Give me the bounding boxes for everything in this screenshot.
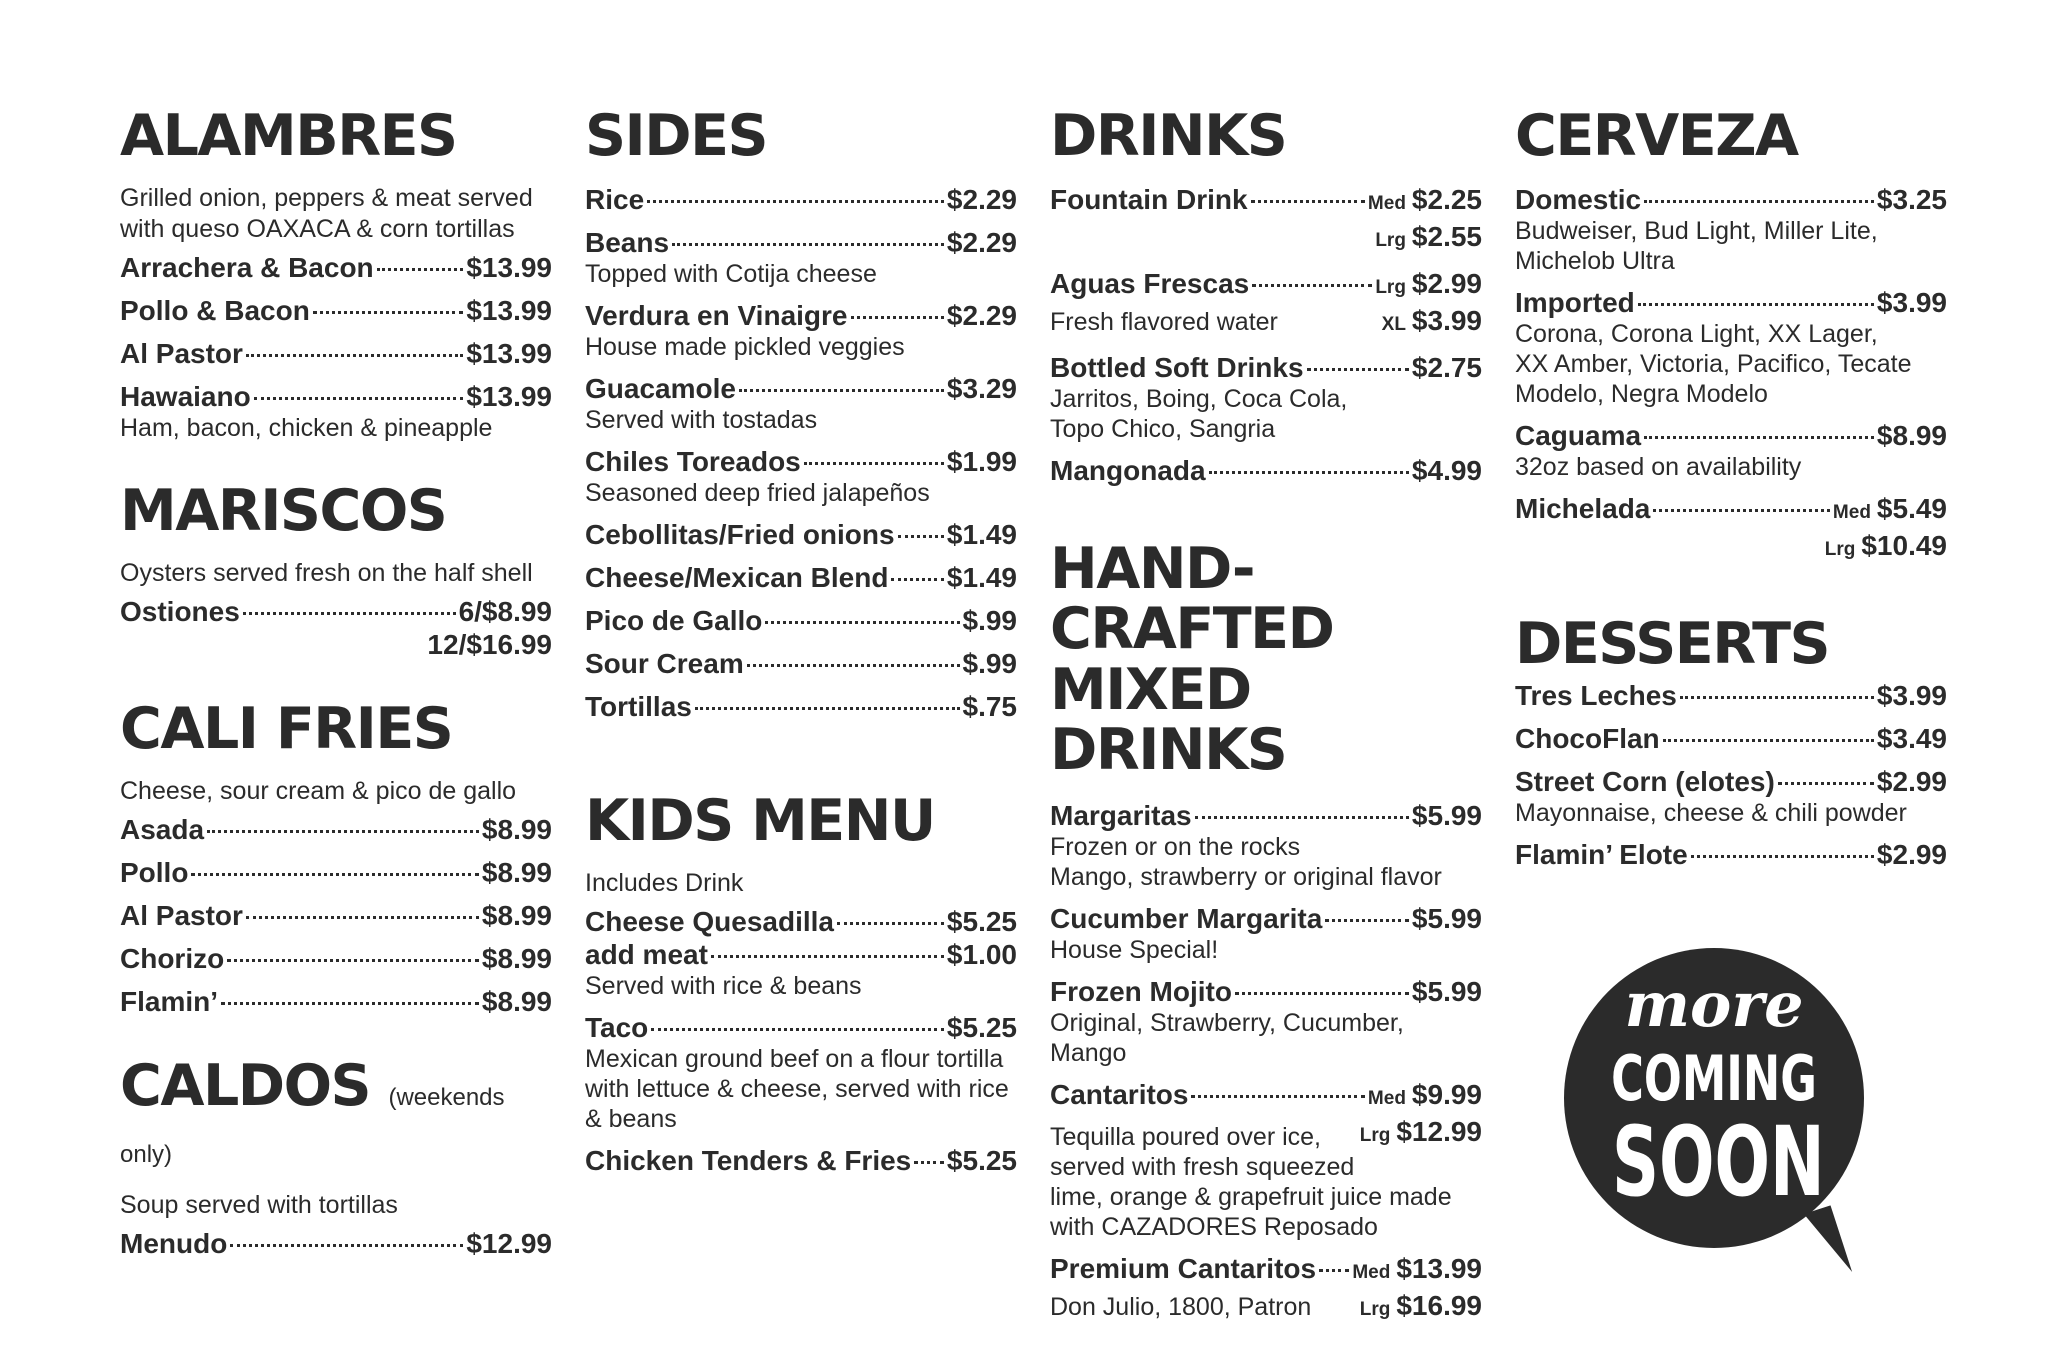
item-name: Margaritas bbox=[1050, 799, 1192, 831]
size-label: XL bbox=[1381, 314, 1406, 335]
size-label: Med bbox=[1352, 1261, 1391, 1283]
size-label: Med bbox=[1832, 502, 1871, 523]
item-name: Aguas Frescas bbox=[1050, 268, 1250, 299]
item-price: $5.99 bbox=[1411, 975, 1482, 1007]
dot-leader bbox=[804, 462, 944, 465]
menu-item bbox=[120, 294, 552, 327]
item-name: Cucumber Margarita bbox=[1050, 902, 1323, 934]
item-name: add meat bbox=[585, 939, 708, 970]
dot-leader bbox=[191, 873, 478, 876]
size-label: Lrg bbox=[1375, 230, 1406, 251]
item-price: $3.49 bbox=[1876, 723, 1947, 754]
menu-item bbox=[585, 604, 1017, 637]
item-description: Tequilla poured over ice, served with fresh squeezed lime, orange & grapefruit juice made with CAZADORES Reposado bbox=[1050, 1122, 1452, 1241]
menu-item bbox=[1050, 267, 1482, 341]
item-price: $13.99 bbox=[466, 338, 552, 369]
item-price: $1.00 bbox=[946, 939, 1017, 970]
menu-item bbox=[585, 561, 1017, 594]
menu-item bbox=[1515, 838, 1947, 871]
dot-leader bbox=[651, 1028, 944, 1031]
item-description: Fresh flavored water bbox=[1050, 308, 1278, 336]
more-coming-soon-badge bbox=[1564, 948, 1864, 1248]
item-description: Frozen or on the rocks Mango, strawberry or original flavor bbox=[1050, 832, 1442, 891]
column-3 bbox=[1050, 103, 1482, 1366]
item-description: House Special! bbox=[1050, 935, 1219, 964]
menu-item bbox=[1515, 419, 1947, 482]
dot-leader bbox=[1644, 436, 1874, 439]
menu-item bbox=[1515, 679, 1947, 712]
menu-item bbox=[585, 518, 1017, 551]
item-name: Fountain Drink bbox=[1050, 184, 1248, 215]
item-price: $3.99 bbox=[1876, 680, 1947, 711]
item-description: Jarritos, Boing, Coca Cola, Topo Chico, Sangria bbox=[1050, 385, 1348, 443]
menu-item bbox=[585, 226, 1017, 289]
section-sides bbox=[585, 103, 1017, 723]
menu-item bbox=[585, 183, 1017, 216]
section-description: Includes Drink bbox=[585, 869, 744, 897]
item-name: Pico de Gallo bbox=[585, 605, 763, 636]
section-title: CALDOS (weekends only) bbox=[120, 1053, 505, 1168]
dot-leader bbox=[747, 664, 960, 667]
dot-leader bbox=[898, 535, 944, 538]
item-price: $13.99 bbox=[466, 252, 552, 283]
section-title: MARISCOS bbox=[120, 478, 447, 544]
dot-leader bbox=[313, 311, 464, 314]
menu-item bbox=[120, 813, 552, 846]
item-price: $12.99 bbox=[466, 1228, 552, 1259]
item-price: $.99 bbox=[962, 648, 1017, 679]
dot-leader bbox=[230, 1244, 463, 1247]
item-description: Corona, Corona Light, XX Lager, XX Amber, Victoria, Pacifico, Tecate Modelo, Negra Modelo bbox=[1515, 320, 1912, 408]
section-title: KIDS MENU bbox=[585, 788, 935, 854]
dot-leader bbox=[1235, 992, 1409, 995]
item-name: Cantaritos bbox=[1050, 1078, 1189, 1110]
item-price: $5.25 bbox=[946, 1145, 1017, 1176]
item-name: Chorizo bbox=[120, 943, 225, 974]
menu-item bbox=[585, 1144, 1017, 1177]
menu-item bbox=[120, 251, 552, 284]
dot-leader bbox=[1209, 471, 1409, 474]
section-title: ALAMBRES bbox=[120, 103, 457, 169]
item-price: $5.99 bbox=[1411, 902, 1482, 934]
item-name: Menudo bbox=[120, 1228, 228, 1259]
menu-item bbox=[1050, 902, 1482, 965]
item-description: Served with tostadas bbox=[585, 406, 818, 434]
dot-leader bbox=[1195, 816, 1409, 819]
section-description: Grilled onion, peppers & meat served with queso OAXACA & corn tortillas bbox=[120, 184, 533, 243]
item-name: Al Pastor bbox=[120, 338, 243, 369]
item-price: $8.99 bbox=[481, 943, 552, 974]
item-price: $2.99 bbox=[1411, 268, 1482, 299]
dot-leader bbox=[1638, 303, 1874, 306]
dot-leader bbox=[1644, 200, 1874, 203]
size-label: Lrg bbox=[1359, 1298, 1391, 1320]
item-name: Cebollitas/Fried onions bbox=[585, 519, 895, 550]
item-description: House made pickled veggies bbox=[585, 333, 905, 361]
item-name: Tres Leches bbox=[1515, 680, 1677, 711]
item-price: $9.99 bbox=[1411, 1078, 1482, 1110]
item-description: Ham, bacon, chicken & pineapple bbox=[120, 414, 493, 442]
item-name: Guacamole bbox=[585, 373, 736, 404]
menu-item bbox=[585, 690, 1017, 723]
menu-item bbox=[585, 445, 1017, 508]
dot-leader bbox=[243, 612, 456, 615]
item-name: Hawaiano bbox=[120, 381, 251, 412]
dot-leader bbox=[207, 830, 479, 833]
item-price: $5.99 bbox=[1411, 799, 1482, 831]
item-name: Premium Cantaritos bbox=[1050, 1252, 1317, 1284]
item-description: Don Julio, 1800, Patron bbox=[1050, 1292, 1312, 1321]
menu-item bbox=[1050, 799, 1482, 892]
column-1 bbox=[120, 103, 552, 1300]
section-drinks bbox=[1050, 103, 1482, 487]
item-name: Pollo bbox=[120, 857, 189, 888]
item-price: $4.99 bbox=[1411, 455, 1482, 486]
menu-item bbox=[585, 299, 1017, 362]
item-price: $2.29 bbox=[946, 184, 1017, 215]
section-title: CERVEZA bbox=[1515, 103, 1798, 169]
item-price: $13.99 bbox=[1396, 1252, 1482, 1284]
item-name: Mangonada bbox=[1050, 455, 1206, 486]
menu-item bbox=[1050, 975, 1482, 1068]
item-price: $12.99 bbox=[1396, 1115, 1482, 1147]
menu-item bbox=[120, 595, 552, 661]
item-name: Domestic bbox=[1515, 184, 1642, 215]
section-caldos bbox=[120, 1053, 552, 1260]
item-price: $13.99 bbox=[466, 295, 552, 326]
column-2 bbox=[585, 103, 1017, 1217]
section-title: HAND-CRAFTED MIXED DRINKS bbox=[1050, 536, 1334, 784]
section-cerveza bbox=[1515, 103, 1947, 566]
item-price: $10.49 bbox=[1861, 530, 1947, 561]
menu-item bbox=[120, 337, 552, 370]
dot-leader bbox=[914, 1161, 944, 1164]
item-description: Topped with Cotija cheese bbox=[585, 260, 877, 288]
menu-item bbox=[120, 380, 552, 443]
item-price: $16.99 bbox=[1396, 1289, 1482, 1321]
dot-leader bbox=[377, 268, 464, 271]
dot-leader bbox=[891, 578, 943, 581]
item-price: $8.99 bbox=[1876, 420, 1947, 451]
menu-item bbox=[1515, 183, 1947, 276]
item-name: Chiles Toreados bbox=[585, 446, 801, 477]
dot-leader bbox=[851, 316, 944, 319]
menu-item bbox=[1050, 1252, 1482, 1326]
item-name: Verdura en Vinaigre bbox=[585, 300, 848, 331]
dot-leader bbox=[1191, 1095, 1364, 1098]
item-price: $3.99 bbox=[1411, 305, 1482, 336]
badge-line-soon: SOON bbox=[1612, 1106, 1825, 1218]
section-title: DRINKS bbox=[1050, 103, 1287, 169]
menu-item bbox=[120, 1227, 552, 1260]
item-price: $.99 bbox=[962, 605, 1017, 636]
menu-item bbox=[1515, 286, 1947, 409]
menu-item bbox=[1050, 454, 1482, 487]
item-price: $1.99 bbox=[946, 446, 1017, 477]
size-label: Lrg bbox=[1824, 539, 1856, 560]
item-description: Seasoned deep fried jalapeños bbox=[585, 479, 930, 507]
menu-item bbox=[120, 856, 552, 889]
dot-leader bbox=[254, 397, 464, 400]
item-price: $3.25 bbox=[1876, 184, 1947, 215]
menu-item bbox=[1050, 183, 1482, 257]
item-price: $5.25 bbox=[946, 1012, 1017, 1043]
dot-leader bbox=[1307, 368, 1409, 371]
item-price: $2.25 bbox=[1411, 184, 1482, 215]
dot-leader bbox=[1680, 696, 1874, 699]
item-price: $8.99 bbox=[481, 814, 552, 845]
section-mariscos bbox=[120, 478, 552, 661]
size-label: Lrg bbox=[1359, 1124, 1391, 1146]
item-name: Tortillas bbox=[585, 691, 692, 722]
item-price-large: 12/$16.99 bbox=[427, 629, 552, 660]
item-description: 32oz based on availability bbox=[1515, 453, 1802, 481]
item-price: $.75 bbox=[962, 691, 1017, 722]
item-name: Chicken Tenders & Fries bbox=[585, 1145, 912, 1176]
column-4 bbox=[1515, 103, 1947, 911]
item-price: $2.75 bbox=[1411, 352, 1482, 383]
badge-line-coming: COMING bbox=[1611, 1042, 1817, 1115]
dot-leader bbox=[765, 621, 959, 624]
item-name: Flamin’ bbox=[120, 986, 219, 1017]
menu-item bbox=[585, 905, 1017, 938]
item-price: $8.99 bbox=[481, 857, 552, 888]
menu-item bbox=[585, 938, 1017, 1001]
dot-leader bbox=[246, 354, 463, 357]
dot-leader bbox=[1653, 509, 1830, 512]
dot-leader bbox=[1778, 782, 1874, 785]
menu-item bbox=[1515, 765, 1947, 828]
section-description: Oysters served fresh on the half shell bbox=[120, 559, 533, 587]
dot-leader bbox=[695, 707, 960, 710]
section-alambres bbox=[120, 103, 552, 443]
item-name: Al Pastor bbox=[120, 900, 243, 931]
menu-item bbox=[1515, 722, 1947, 755]
item-price: $5.25 bbox=[946, 906, 1017, 937]
item-name: Asada bbox=[120, 814, 205, 845]
dot-leader bbox=[1325, 919, 1409, 922]
item-price: $13.99 bbox=[466, 381, 552, 412]
menu-item bbox=[120, 899, 552, 932]
dot-leader bbox=[1663, 739, 1874, 742]
item-description: Budweiser, Bud Light, Miller Lite, Michelob Ultra bbox=[1515, 217, 1878, 275]
item-name: Cheese/Mexican Blend bbox=[585, 562, 889, 593]
item-price: $2.99 bbox=[1876, 839, 1947, 870]
item-name: Rice bbox=[585, 184, 645, 215]
menu-item bbox=[585, 372, 1017, 435]
dot-leader bbox=[1251, 200, 1365, 203]
item-price: $8.99 bbox=[481, 986, 552, 1017]
dot-leader bbox=[837, 922, 944, 925]
item-name: Imported bbox=[1515, 287, 1635, 318]
section-title: DESSERTS bbox=[1515, 611, 1829, 677]
item-description: Mayonnaise, cheese & chili powder bbox=[1515, 799, 1907, 827]
menu-item bbox=[120, 942, 552, 975]
size-label: Med bbox=[1367, 193, 1406, 214]
dot-leader bbox=[1252, 284, 1372, 287]
item-price: $3.29 bbox=[946, 373, 1017, 404]
size-label: Lrg bbox=[1375, 277, 1406, 298]
item-name: Frozen Mojito bbox=[1050, 975, 1232, 1007]
item-name: Beans bbox=[585, 227, 670, 258]
item-name: Street Corn (elotes) bbox=[1515, 766, 1775, 797]
dot-leader bbox=[1319, 1269, 1349, 1272]
menu-item bbox=[585, 647, 1017, 680]
item-price: 6/$8.99 bbox=[458, 596, 552, 627]
item-name: Bottled Soft Drinks bbox=[1050, 352, 1304, 383]
menu-item bbox=[1515, 492, 1947, 566]
item-price: $8.99 bbox=[481, 900, 552, 931]
section-kids-menu bbox=[585, 788, 1017, 1177]
dot-leader bbox=[647, 200, 944, 203]
item-name: Sour Cream bbox=[585, 648, 744, 679]
section-desserts bbox=[1515, 611, 1947, 871]
section-title: SIDES bbox=[585, 103, 768, 169]
item-name: Arrachera & Bacon bbox=[120, 252, 374, 283]
item-price: $3.99 bbox=[1876, 287, 1947, 318]
dot-leader bbox=[739, 389, 944, 392]
item-name: Caguama bbox=[1515, 420, 1642, 451]
item-price: $2.29 bbox=[946, 227, 1017, 258]
item-description: Original, Strawberry, Cucumber, Mango bbox=[1050, 1008, 1404, 1067]
size-label: Med bbox=[1367, 1087, 1406, 1109]
item-name: Pollo & Bacon bbox=[120, 295, 310, 326]
dot-leader bbox=[672, 243, 944, 246]
dot-leader bbox=[221, 1002, 479, 1005]
item-name: Michelada bbox=[1515, 493, 1651, 524]
item-price: $5.49 bbox=[1876, 493, 1947, 524]
item-price: $1.49 bbox=[946, 562, 1017, 593]
badge-line-more: more bbox=[1624, 968, 1804, 1041]
item-price: $2.29 bbox=[946, 300, 1017, 331]
item-name: ChocoFlan bbox=[1515, 723, 1660, 754]
dot-leader bbox=[246, 916, 479, 919]
section-description: Cheese, sour cream & pico de gallo bbox=[120, 777, 517, 805]
section-description: Soup served with tortillas bbox=[120, 1191, 398, 1219]
item-price: $2.55 bbox=[1411, 221, 1482, 252]
section-mixed-drinks bbox=[1050, 536, 1482, 1326]
item-name: Flamin’ Elote bbox=[1515, 839, 1688, 870]
menu-item bbox=[1050, 351, 1482, 444]
item-description: Mexican ground beef on a flour tortilla with lettuce & cheese, served with rice & beans bbox=[585, 1045, 1009, 1133]
section-title: CALI FRIES bbox=[120, 696, 453, 762]
title-note: (weekends only) bbox=[120, 1084, 505, 1168]
menu-item bbox=[1050, 1078, 1482, 1242]
item-name: Ostiones bbox=[120, 596, 240, 627]
item-price: $1.49 bbox=[946, 519, 1017, 550]
item-name: Taco bbox=[585, 1012, 649, 1043]
item-name: Cheese Quesadilla bbox=[585, 906, 835, 937]
item-description: Served with rice & beans bbox=[585, 972, 862, 1000]
dot-leader bbox=[1691, 855, 1874, 858]
dot-leader bbox=[711, 955, 944, 958]
dot-leader bbox=[227, 959, 479, 962]
menu-item bbox=[120, 985, 552, 1018]
section-cali-fries bbox=[120, 696, 552, 1018]
item-price: $2.99 bbox=[1876, 766, 1947, 797]
menu-item bbox=[585, 1011, 1017, 1134]
